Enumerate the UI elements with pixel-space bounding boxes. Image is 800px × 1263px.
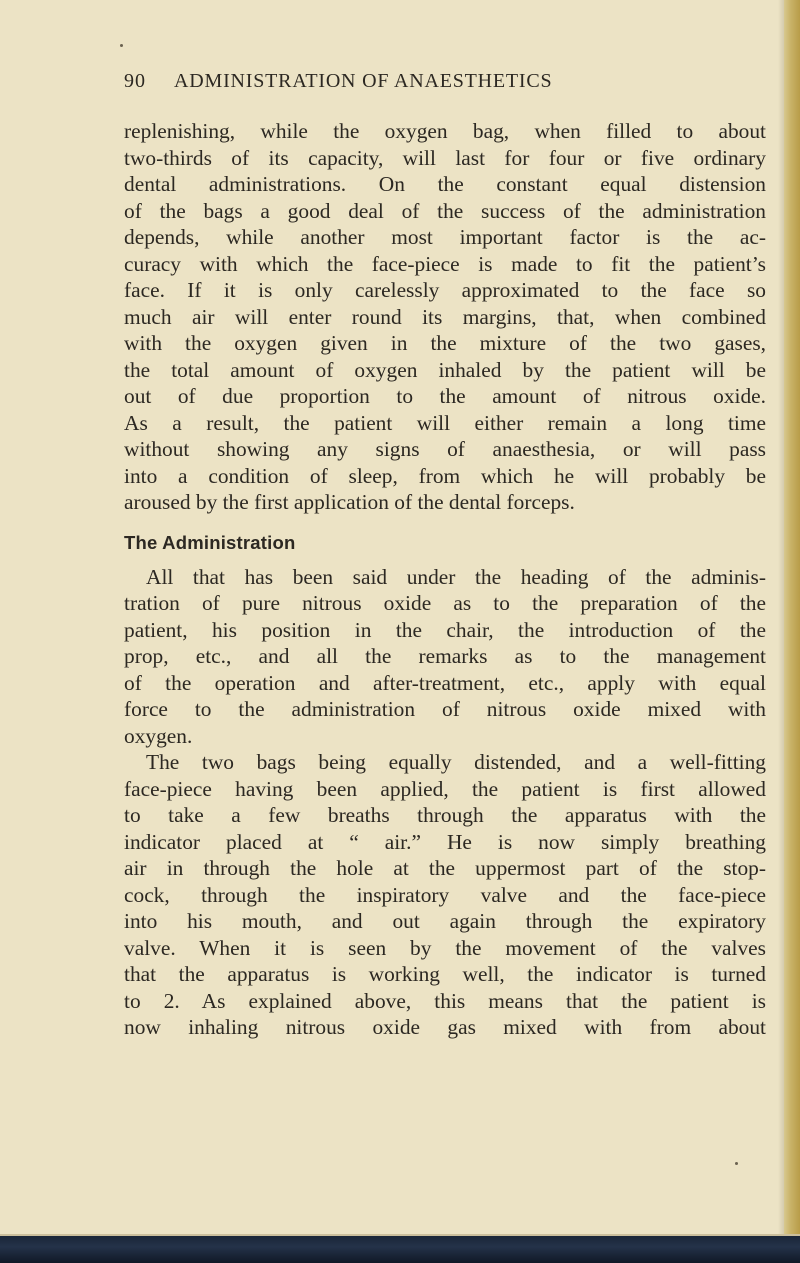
page-edge-right [784, 0, 800, 1238]
text-line: to take a few breaths through the apparatus with the [124, 803, 766, 827]
paragraph-1 [124, 118, 766, 516]
paper-speck [120, 44, 123, 47]
text-line: curacy with which the face-piece is made to fit the patient’s [124, 251, 766, 276]
paper-speck [735, 1162, 738, 1165]
text-line: of the operation and after-treatment, etc., apply with equal [124, 670, 766, 695]
text-line: of the bags a good deal of the success of the administration [124, 198, 766, 223]
text-line: air in through the hole at the uppermost part of the stop- [124, 856, 766, 880]
text-line: tration of pure nitrous oxide as to the preparation of the [124, 591, 766, 615]
paragraph-3 [124, 749, 766, 1041]
text-line: cock, through the inspiratory valve and the face-piece [124, 882, 766, 907]
text-line: dental administrations. On the constant equal distension [124, 172, 766, 196]
text-line: force to the administration of nitrous oxide mixed with [124, 697, 766, 721]
text-line: much air will enter round its margins, that, when combined [124, 304, 766, 329]
text-line: without showing any signs of anaesthesia, or will pass [124, 437, 766, 461]
text-line: aroused by the first application of the dental forceps. [124, 490, 575, 514]
text-line: patient, his position in the chair, the introduction of the [124, 617, 766, 642]
text-line: replenishing, while the oxygen bag, when filled to about [124, 119, 766, 143]
text-line: now inhaling nitrous oxide gas mixed with from about [124, 1015, 766, 1039]
text-line: into his mouth, and out again through the expiratory [124, 909, 766, 933]
paragraph-2 [124, 564, 766, 750]
book-cover-edge [0, 1236, 800, 1263]
text-line: prop, etc., and all the remarks as to the management [124, 644, 766, 668]
text-line: the total amount of oxygen inhaled by the patient will be [124, 357, 766, 382]
body-text [124, 118, 766, 1041]
text-line: with the oxygen given in the mixture of the two gases, [124, 331, 766, 355]
text-line: indicator placed at “ air.” He is now simply breathing [124, 829, 766, 854]
text-line: The two bags being equally distended, and a well-fitting [146, 750, 766, 774]
section-heading: The Administration [124, 531, 296, 553]
page-number: 90 [124, 70, 146, 92]
text-line: into a condition of sleep, from which he will probably be [124, 463, 766, 488]
text-line: valve. When it is seen by the movement of the valves [124, 935, 766, 960]
page-header [124, 70, 764, 96]
text-line: two-thirds of its capacity, will last for four or five ordinary [124, 145, 766, 170]
text-line: face. If it is only carelessly approximated to the face so [124, 278, 766, 302]
text-line: oxygen. [124, 723, 193, 748]
text-line: face-piece having been applied, the patient is first allowed [124, 776, 766, 801]
text-line: All that has been said under the heading of the adminis- [146, 564, 766, 589]
text-line: depends, while another most important factor is the ac- [124, 225, 766, 249]
text-line: to 2. As explained above, this means that the patient is [124, 988, 766, 1013]
running-head: ADMINISTRATION OF ANAESTHETICS [174, 70, 553, 92]
text-line: out of due proportion to the amount of nitrous oxide. [124, 384, 766, 408]
text-line: that the apparatus is working well, the indicator is turned [124, 962, 766, 986]
text-line: As a result, the patient will either remain a long time [124, 410, 766, 435]
